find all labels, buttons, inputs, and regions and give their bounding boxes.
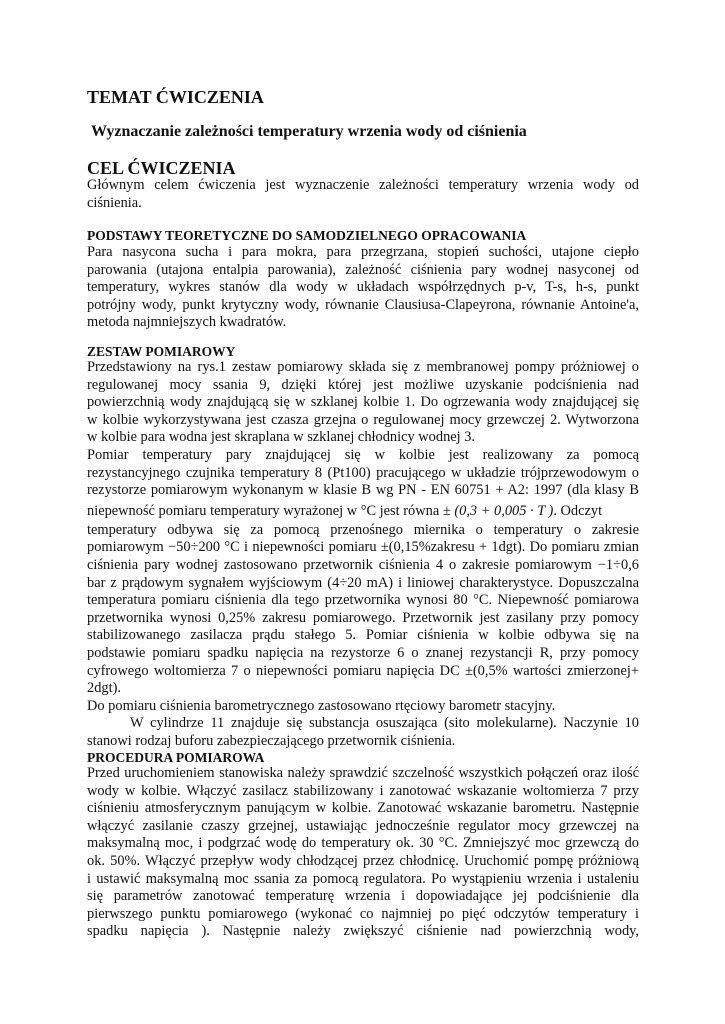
text-line: ok. 50%. Włączyć przepływ wody chłodzącej przez chłodnicę. Uruchomić pompę próżniową	[87, 852, 639, 869]
text-line: Do pomiaru ciśnienia barometrycznego zastosowano rtęciowy barometr stacyjny.	[87, 697, 556, 714]
text-line: podstawie pomiaru spadku napięcia na rezystorze 6 o znanej rezystancji R, przy pomocy	[87, 644, 639, 661]
text-line: parowania (utajona entalpia parowania), zależność ciśnienia pary wodnej nasyconej od	[87, 261, 639, 278]
text-line: Pomiar temperatury pary znajdującej się w kolbie jest realizowany za pomocą	[87, 446, 639, 463]
section-heading-procedure: PROCEDURA POMIAROWA	[87, 750, 265, 765]
text-line: stabilizowanego zasilacza prądu stałego 5. Pomiar ciśnienia w kolbie odbywa się na	[87, 627, 639, 644]
text-line: potrójny wody, punkt krytyczny wody, równanie Clausiusa-Clapeyrona, równanie Antoine'a,	[87, 296, 639, 313]
text-line: przetwornika wynosi 0,25% zakresu pomiarowego. Przetwornik jest zasilany przy pomocy	[87, 609, 639, 626]
section-heading-topic: TEMAT ĆWICZENIA	[87, 87, 264, 107]
text-line-with-formula	[87, 500, 639, 522]
section-heading-theory: PODSTAWY TEORETYCZNE DO SAMODZIELNEGO OPRACOWANIA	[87, 228, 527, 243]
procedure-paragraph	[87, 765, 639, 941]
text-line: Para nasycona sucha i para mokra, para przegrzana, stopień suchości, utajone ciepło	[87, 244, 639, 260]
text-line: w kolbie wykorzystywana jest czasza grzejna o regulowanej mocy grzewczej 2. Wytworzona	[87, 411, 639, 428]
text-line: ciśnienia.	[87, 194, 142, 211]
text-line: włączyć zasilanie czaszy grzejnej, ustawiając jednocześnie regulator mocy grzewczej na	[87, 817, 639, 834]
goal-paragraph	[87, 177, 639, 212]
text-line: Przedstawiony na rys.1 zestaw pomiarowy składa się z membranowej pompy próżniowej o	[87, 359, 639, 375]
text-line: bar z prądowym sygnałem wyjściowym (4÷20 mA) i liniowej charakterystyce. Dopuszczalna	[87, 574, 639, 591]
text-line: cyfrowego woltomierza 7 o niepewności pomiaru napięcia DC ±(0,5% wartości zmierzonej+	[87, 662, 639, 679]
section-heading-setup: ZESTAW POMIAROWY	[87, 344, 236, 359]
section-heading-goal: CEL ĆWICZENIA	[87, 158, 236, 178]
formula-tail-text: . Odczyt	[553, 502, 603, 519]
text-line: spadku napięcia ). Następnie należy zwiększyć ciśnienie nad powierzchnią wody,	[87, 923, 639, 940]
text-line: stanowi rodzaj buforu zabezpieczającego przetwornik ciśnienia.	[87, 732, 456, 749]
text-line: wody w kolbie. Włączyć zasilacz stabilizowany i zanotować wskazanie woltomierza 7 przy	[87, 782, 639, 799]
text-line: Głównym celem ćwiczenia jest wyznaczenie zależności temperatury wrzenia wody od	[87, 177, 639, 193]
text-line: Przed uruchomieniem stanowiska należy sprawdzić szczelność wszystkich połączeń oraz ilość	[87, 765, 639, 781]
text-line: temperatury odbywa się za pomocą przenośnego miernika o temperatury o zakresie	[87, 521, 639, 538]
text-line: rezystorze pomiarowym wykonanym w klasie B wg PN - EN 60751 + A2: 1997 (dla klasy B	[87, 482, 639, 499]
formula-lead-text: niepewność pomiaru temperatury wyrażonej w °C jest równa	[87, 502, 440, 519]
text-line: ciśnieniu atmosferycznym panującym w kolbie. Zanotować wskazanie barometru. Następnie	[87, 800, 639, 817]
text-line: w kolbie para wodna jest skraplana w szklanej chłodnicy wodnej 3.	[87, 429, 476, 446]
text-line: temperatura pomiaru ciśnienia dla tego przetwornika wynosi 80 °C. Niepewność pomiarowa	[87, 592, 639, 609]
text-line: W cylindrze 11 znajduje się substancja osuszająca (sito molekularne). Naczynie 10	[130, 715, 639, 732]
exercise-subtitle: Wyznaczanie zależności temperatury wrzenia wody od ciśnienia	[91, 123, 527, 140]
setup-paragraph	[87, 359, 639, 750]
text-line: i ustawić maksymalną moc ssania za pomocą regulatora. Po wystąpieniu wrzenia i ustaleniu	[87, 870, 639, 887]
text-line: regulowanej mocy ssania 9, dzięki której jest możliwe uzyskanie podciśnienia nad	[87, 376, 639, 393]
text-line: powierzchnią wody znajdującą się w szklanej kolbie 1. Do ogrzewania wody znajdującej się	[87, 394, 639, 411]
text-line: 2dgt).	[87, 680, 121, 697]
text-line: ciśnienia pary wodnej zastosowano przetwornik ciśnienia 4 o zakresie pomiarowym −1÷0,6	[87, 556, 639, 573]
text-line: rezystancyjnego czujnika temperatury 8 (Pt100) pracującego w układzie trójprzewodowym o	[87, 464, 639, 481]
text-line: się parametrów zanotować temperaturę wrzenia i dopowiadające jej podciśnienie dla	[87, 888, 639, 905]
text-line: temperatury, wykres stanów dla wody w układach współrzędnych p-v, T-s, h-s, punkt	[87, 279, 639, 296]
text-line: pomiarowym −50÷200 °C i niepewności pomiaru ±(0,15%zakresu + 1dgt). Do pomiaru zmian	[87, 539, 639, 556]
uncertainty-formula: ± (0,3 + 0,005 · T )	[442, 502, 554, 519]
text-line: metoda najmniejszych kwadratów.	[87, 314, 287, 331]
text-line: pierwszego punktu pomiarowego (wykonać co najmniej po pięć odczytów temperatury i	[87, 905, 639, 922]
text-line: maksymalną moc, i podgrzać wodę do temperatury ok. 30 °C. Zmniejszyć moc grzewczą do	[87, 835, 639, 852]
theory-paragraph	[87, 244, 639, 332]
